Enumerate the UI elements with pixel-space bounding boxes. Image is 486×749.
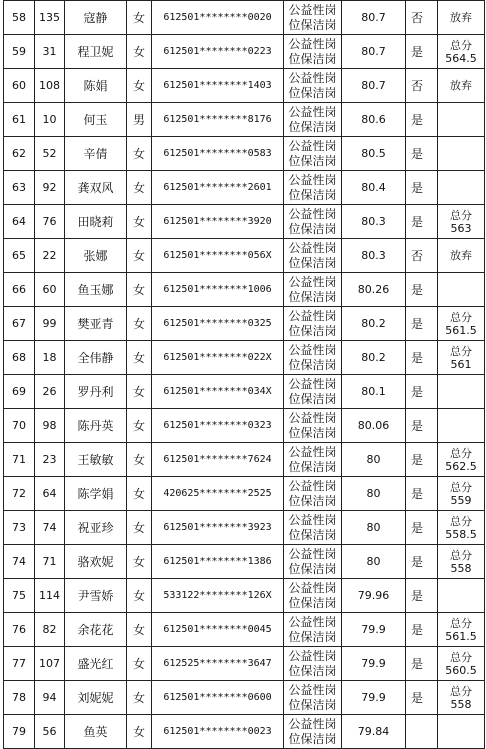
- score-cell: 79.9: [342, 681, 406, 715]
- table-row: [4, 715, 485, 749]
- seq-cell: 77: [4, 647, 35, 681]
- gender-cell: 女: [127, 545, 152, 579]
- exam-no-cell: 107: [35, 647, 65, 681]
- post-cell: [284, 137, 342, 171]
- score-cell: 80.06: [342, 409, 406, 443]
- exam-no-cell: 71: [35, 545, 65, 579]
- post-cell-line: 位保洁岗: [288, 731, 337, 746]
- note-cell: [438, 409, 485, 443]
- note-cell: [438, 647, 485, 681]
- passed-cell: 是: [406, 579, 438, 613]
- table-row: [4, 239, 485, 273]
- post-cell: [284, 375, 342, 409]
- note-cell-line: 总分: [450, 548, 472, 562]
- name-cell: 王敏敏: [65, 443, 127, 477]
- name-cell: 龚双风: [65, 171, 127, 205]
- post-cell: [284, 103, 342, 137]
- table-body: [4, 1, 485, 749]
- post-cell-line: 公益性岗: [288, 36, 337, 51]
- name-cell: 鱼英: [65, 715, 127, 749]
- id-number-cell: 612501********1006: [152, 273, 284, 307]
- post-cell: [284, 1, 342, 35]
- post-cell-line: 公益性岗: [288, 580, 337, 595]
- exam-no-cell: 135: [35, 1, 65, 35]
- id-number-cell: 420625********2525: [152, 477, 284, 511]
- post-cell-line: 位保洁岗: [288, 391, 337, 406]
- post-cell-line: 位保洁岗: [288, 493, 337, 508]
- post-cell: [284, 205, 342, 239]
- passed-cell: 是: [406, 375, 438, 409]
- name-cell: 何玉: [65, 103, 127, 137]
- id-number-cell: 612501********0325: [152, 307, 284, 341]
- exam-no-cell: 56: [35, 715, 65, 749]
- id-number-cell: 612501********3923: [152, 511, 284, 545]
- score-cell: 79.9: [342, 647, 406, 681]
- note-cell: [438, 171, 485, 205]
- gender-cell: 女: [127, 715, 152, 749]
- table-row: [4, 477, 485, 511]
- table-row: [4, 409, 485, 443]
- post-cell-line: 位保洁岗: [288, 459, 337, 474]
- note-cell-line: 561.5: [445, 629, 477, 643]
- seq-cell: 62: [4, 137, 35, 171]
- note-cell-line: 562.5: [445, 459, 477, 473]
- note-cell-line: 总分: [450, 310, 472, 324]
- note-cell: [438, 69, 485, 103]
- passed-cell: 是: [406, 307, 438, 341]
- id-number-cell: 612501********022X: [152, 341, 284, 375]
- gender-cell: 女: [127, 647, 152, 681]
- seq-cell: 76: [4, 613, 35, 647]
- post-cell-line: 公益性岗: [288, 716, 337, 731]
- table-row: [4, 375, 485, 409]
- passed-cell: 是: [406, 273, 438, 307]
- table-row: [4, 579, 485, 613]
- table-row: [4, 545, 485, 579]
- gender-cell: 女: [127, 579, 152, 613]
- id-number-cell: 533122********126X: [152, 579, 284, 613]
- exam-no-cell: 94: [35, 681, 65, 715]
- exam-no-cell: 114: [35, 579, 65, 613]
- name-cell: 祝亚珍: [65, 511, 127, 545]
- note-cell-line: 558.5: [445, 527, 477, 541]
- seq-cell: 79: [4, 715, 35, 749]
- post-cell-line: 公益性岗: [288, 376, 337, 391]
- score-cell: 80.6: [342, 103, 406, 137]
- passed-cell: 是: [406, 613, 438, 647]
- name-cell: 盛光红: [65, 647, 127, 681]
- table-row: [4, 69, 485, 103]
- exam-no-cell: 23: [35, 443, 65, 477]
- name-cell: 程卫妮: [65, 35, 127, 69]
- id-number-cell: 612501********034X: [152, 375, 284, 409]
- score-cell: 80: [342, 443, 406, 477]
- post-cell: [284, 409, 342, 443]
- note-cell-line: 564.5: [445, 51, 477, 65]
- gender-cell: 女: [127, 511, 152, 545]
- table-row: [4, 681, 485, 715]
- score-cell: 79.9: [342, 613, 406, 647]
- exam-no-cell: 26: [35, 375, 65, 409]
- passed-cell: 是: [406, 171, 438, 205]
- exam-no-cell: 31: [35, 35, 65, 69]
- seq-cell: 66: [4, 273, 35, 307]
- name-cell: 鱼玉娜: [65, 273, 127, 307]
- name-cell: 辛倩: [65, 137, 127, 171]
- score-cell: 80.5: [342, 137, 406, 171]
- exam-no-cell: 10: [35, 103, 65, 137]
- note-cell-line: 总分: [450, 684, 472, 698]
- post-cell-line: 位保洁岗: [288, 119, 337, 134]
- note-cell-line: 总分: [450, 208, 472, 222]
- table-row: [4, 171, 485, 205]
- note-cell: [438, 477, 485, 511]
- name-cell: 罗丹利: [65, 375, 127, 409]
- post-cell-line: 公益性岗: [288, 274, 337, 289]
- name-cell: 全伟静: [65, 341, 127, 375]
- post-cell-line: 位保洁岗: [288, 357, 337, 372]
- note-cell-line: 总分: [450, 616, 472, 630]
- note-cell-line: 总分: [450, 446, 472, 460]
- exam-no-cell: 60: [35, 273, 65, 307]
- post-cell-line: 公益性岗: [288, 546, 337, 561]
- gender-cell: 女: [127, 205, 152, 239]
- note-cell: [438, 613, 485, 647]
- note-cell-line: 559: [450, 493, 472, 507]
- gender-cell: 女: [127, 239, 152, 273]
- post-cell-line: 位保洁岗: [288, 425, 337, 440]
- score-cell: 79.96: [342, 579, 406, 613]
- id-number-cell: 612501********1386: [152, 545, 284, 579]
- table-row: [4, 137, 485, 171]
- table-row: [4, 1, 485, 35]
- exam-no-cell: 64: [35, 477, 65, 511]
- note-cell-line: 放弃: [450, 249, 472, 262]
- note-cell-line: 总分: [450, 514, 472, 528]
- post-cell: [284, 681, 342, 715]
- note-cell-line: 总分: [450, 650, 472, 664]
- seq-cell: 61: [4, 103, 35, 137]
- note-cell: [438, 579, 485, 613]
- table-row: [4, 613, 485, 647]
- post-cell: [284, 579, 342, 613]
- post-cell-line: 公益性岗: [288, 512, 337, 527]
- table-row: [4, 443, 485, 477]
- gender-cell: 女: [127, 443, 152, 477]
- post-cell-line: 位保洁岗: [288, 17, 337, 32]
- post-cell: [284, 307, 342, 341]
- score-cell: 80.26: [342, 273, 406, 307]
- post-cell-line: 公益性岗: [288, 410, 337, 425]
- score-cell: 79.84: [342, 715, 406, 749]
- note-cell: [438, 239, 485, 273]
- id-number-cell: 612501********2601: [152, 171, 284, 205]
- seq-cell: 78: [4, 681, 35, 715]
- note-cell-line: 561.5: [445, 323, 477, 337]
- table-row: [4, 647, 485, 681]
- seq-cell: 60: [4, 69, 35, 103]
- post-cell-line: 公益性岗: [288, 478, 337, 493]
- passed-cell: 是: [406, 443, 438, 477]
- passed-cell: 是: [406, 409, 438, 443]
- gender-cell: 女: [127, 35, 152, 69]
- seq-cell: 75: [4, 579, 35, 613]
- post-cell-line: 公益性岗: [288, 70, 337, 85]
- note-cell: [438, 307, 485, 341]
- score-cell: 80.3: [342, 205, 406, 239]
- seq-cell: 73: [4, 511, 35, 545]
- name-cell: 陈娟: [65, 69, 127, 103]
- gender-cell: 女: [127, 341, 152, 375]
- id-number-cell: 612501********0223: [152, 35, 284, 69]
- name-cell: 田晓莉: [65, 205, 127, 239]
- note-cell-line: 总分: [450, 480, 472, 494]
- seq-cell: 64: [4, 205, 35, 239]
- name-cell: 寇静: [65, 1, 127, 35]
- id-number-cell: 612501********0045: [152, 613, 284, 647]
- gender-cell: 男: [127, 103, 152, 137]
- exam-no-cell: 74: [35, 511, 65, 545]
- gender-cell: 女: [127, 409, 152, 443]
- exam-no-cell: 108: [35, 69, 65, 103]
- post-cell-line: 位保洁岗: [288, 187, 337, 202]
- note-cell-line: 放弃: [450, 79, 472, 92]
- passed-cell: 是: [406, 205, 438, 239]
- gender-cell: 女: [127, 307, 152, 341]
- exam-no-cell: 52: [35, 137, 65, 171]
- seq-cell: 67: [4, 307, 35, 341]
- post-cell-line: 位保洁岗: [288, 595, 337, 610]
- post-cell-line: 公益性岗: [288, 614, 337, 629]
- post-cell: [284, 273, 342, 307]
- post-cell-line: 位保洁岗: [288, 255, 337, 270]
- score-cell: 80.1: [342, 375, 406, 409]
- note-cell: [438, 205, 485, 239]
- seq-cell: 71: [4, 443, 35, 477]
- post-cell: [284, 545, 342, 579]
- score-cell: 80.7: [342, 1, 406, 35]
- id-number-cell: 612501********0020: [152, 1, 284, 35]
- post-cell-line: 公益性岗: [288, 240, 337, 255]
- id-number-cell: 612501********8176: [152, 103, 284, 137]
- score-cell: 80.2: [342, 341, 406, 375]
- post-cell-line: 位保洁岗: [288, 323, 337, 338]
- post-cell-line: 位保洁岗: [288, 289, 337, 304]
- passed-cell: 是: [406, 137, 438, 171]
- passed-cell: 否: [406, 239, 438, 273]
- id-number-cell: 612501********3920: [152, 205, 284, 239]
- passed-cell: 是: [406, 681, 438, 715]
- note-cell: [438, 273, 485, 307]
- name-cell: 尹雪娇: [65, 579, 127, 613]
- note-cell-line: 总分: [450, 344, 472, 358]
- post-cell: [284, 511, 342, 545]
- exam-no-cell: 76: [35, 205, 65, 239]
- id-number-cell: 612501********0323: [152, 409, 284, 443]
- gender-cell: 女: [127, 137, 152, 171]
- id-number-cell: 612501********0023: [152, 715, 284, 749]
- post-cell-line: 位保洁岗: [288, 85, 337, 100]
- seq-cell: 72: [4, 477, 35, 511]
- post-cell: [284, 647, 342, 681]
- exam-no-cell: 99: [35, 307, 65, 341]
- score-cell: 80.3: [342, 239, 406, 273]
- passed-cell: 是: [406, 647, 438, 681]
- table-row: [4, 103, 485, 137]
- name-cell: 张娜: [65, 239, 127, 273]
- note-cell-line: 558: [450, 697, 472, 711]
- score-cell: 80.4: [342, 171, 406, 205]
- post-cell-line: 公益性岗: [288, 308, 337, 323]
- table-row: [4, 511, 485, 545]
- post-cell-line: 位保洁岗: [288, 561, 337, 576]
- name-cell: 骆欢妮: [65, 545, 127, 579]
- seq-cell: 68: [4, 341, 35, 375]
- score-cell: 80: [342, 545, 406, 579]
- gender-cell: 女: [127, 681, 152, 715]
- note-cell-line: 560.5: [445, 663, 477, 677]
- note-cell: [438, 341, 485, 375]
- seq-cell: 70: [4, 409, 35, 443]
- gender-cell: 女: [127, 171, 152, 205]
- passed-cell: 否: [406, 1, 438, 35]
- post-cell: [284, 35, 342, 69]
- note-cell-line: 558: [450, 561, 472, 575]
- post-cell: [284, 613, 342, 647]
- note-cell: [438, 443, 485, 477]
- gender-cell: 女: [127, 613, 152, 647]
- post-cell-line: 公益性岗: [288, 206, 337, 221]
- score-cell: 80.7: [342, 69, 406, 103]
- table-row: [4, 341, 485, 375]
- seq-cell: 58: [4, 1, 35, 35]
- post-cell: [284, 341, 342, 375]
- note-cell: [438, 1, 485, 35]
- exam-no-cell: 18: [35, 341, 65, 375]
- post-cell-line: 公益性岗: [288, 172, 337, 187]
- passed-cell: 否: [406, 69, 438, 103]
- id-number-cell: 612525********3647: [152, 647, 284, 681]
- post-cell-line: 位保洁岗: [288, 51, 337, 66]
- seq-cell: 74: [4, 545, 35, 579]
- passed-cell: 是: [406, 35, 438, 69]
- post-cell: [284, 443, 342, 477]
- gender-cell: 女: [127, 273, 152, 307]
- note-cell: [438, 103, 485, 137]
- name-cell: 刘妮妮: [65, 681, 127, 715]
- id-number-cell: 612501********1403: [152, 69, 284, 103]
- note-cell-line: 563: [450, 221, 472, 235]
- post-cell-line: 公益性岗: [288, 648, 337, 663]
- gender-cell: 女: [127, 1, 152, 35]
- id-number-cell: 612501********056X: [152, 239, 284, 273]
- passed-cell: 是: [406, 511, 438, 545]
- gender-cell: 女: [127, 477, 152, 511]
- seq-cell: 59: [4, 35, 35, 69]
- name-cell: 陈丹英: [65, 409, 127, 443]
- post-cell-line: 位保洁岗: [288, 663, 337, 678]
- results-table: [3, 0, 485, 749]
- table-row: [4, 307, 485, 341]
- score-cell: 80: [342, 477, 406, 511]
- table-row: [4, 205, 485, 239]
- table-row: [4, 273, 485, 307]
- note-cell-line: 总分: [450, 38, 472, 52]
- note-cell: [438, 681, 485, 715]
- post-cell-line: 公益性岗: [288, 682, 337, 697]
- post-cell-line: 位保洁岗: [288, 221, 337, 236]
- gender-cell: 女: [127, 69, 152, 103]
- seq-cell: 65: [4, 239, 35, 273]
- passed-cell: 是: [406, 477, 438, 511]
- seq-cell: 69: [4, 375, 35, 409]
- passed-cell: 是: [406, 341, 438, 375]
- post-cell: [284, 171, 342, 205]
- post-cell-line: 公益性岗: [288, 444, 337, 459]
- note-cell: [438, 715, 485, 749]
- id-number-cell: 612501********0600: [152, 681, 284, 715]
- post-cell-line: 位保洁岗: [288, 697, 337, 712]
- post-cell-line: 位保洁岗: [288, 153, 337, 168]
- note-cell-line: 561: [450, 357, 472, 371]
- post-cell: [284, 69, 342, 103]
- post-cell: [284, 715, 342, 749]
- post-cell-line: 公益性岗: [288, 2, 337, 17]
- note-cell: [438, 511, 485, 545]
- passed-cell: 是: [406, 545, 438, 579]
- exam-no-cell: 82: [35, 613, 65, 647]
- score-cell: 80: [342, 511, 406, 545]
- name-cell: 樊亚青: [65, 307, 127, 341]
- score-cell: 80.2: [342, 307, 406, 341]
- seq-cell: 63: [4, 171, 35, 205]
- id-number-cell: 612501********0583: [152, 137, 284, 171]
- gender-cell: 女: [127, 375, 152, 409]
- id-number-cell: 612501********7624: [152, 443, 284, 477]
- post-cell: [284, 239, 342, 273]
- post-cell-line: 位保洁岗: [288, 629, 337, 644]
- note-cell: [438, 545, 485, 579]
- name-cell: 余花花: [65, 613, 127, 647]
- exam-no-cell: 92: [35, 171, 65, 205]
- note-cell: [438, 375, 485, 409]
- name-cell: 陈学娟: [65, 477, 127, 511]
- passed-cell: [406, 715, 438, 749]
- passed-cell: 是: [406, 103, 438, 137]
- score-cell: 80.7: [342, 35, 406, 69]
- note-cell: [438, 35, 485, 69]
- exam-no-cell: 22: [35, 239, 65, 273]
- table-row: [4, 35, 485, 69]
- note-cell: [438, 137, 485, 171]
- post-cell-line: 公益性岗: [288, 342, 337, 357]
- exam-no-cell: 98: [35, 409, 65, 443]
- note-cell-line: 放弃: [450, 11, 472, 24]
- post-cell-line: 公益性岗: [288, 138, 337, 153]
- post-cell-line: 公益性岗: [288, 104, 337, 119]
- post-cell-line: 位保洁岗: [288, 527, 337, 542]
- post-cell: [284, 477, 342, 511]
